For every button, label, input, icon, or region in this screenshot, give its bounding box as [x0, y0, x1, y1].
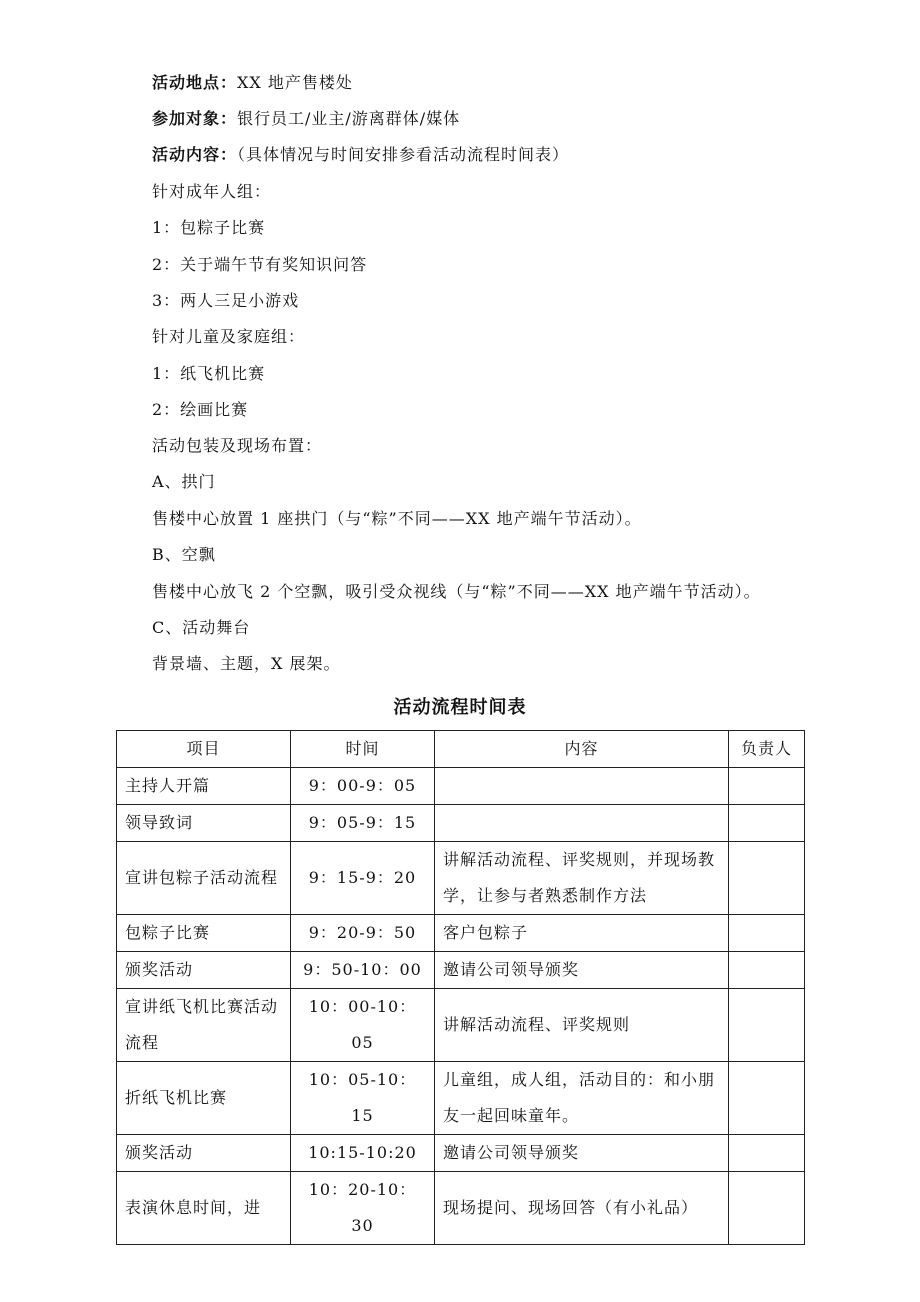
paragraph [152, 109, 460, 129]
paragraph-text: XX 地产售楼处 [237, 73, 353, 92]
cell-time: 9：50-10：00 [291, 952, 435, 989]
paragraph [152, 364, 265, 384]
cell-content: 讲解活动流程、评奖规则 [435, 989, 729, 1062]
cell-time: 9：05-9：15 [291, 805, 435, 842]
paragraph [152, 327, 305, 347]
cell-owner [729, 989, 805, 1062]
paragraph-text: 背景墙、主题，X 展架。 [152, 654, 341, 673]
paragraph [152, 291, 299, 311]
paragraph-text: 售楼中心放飞 2 个空飘，吸引受众视线（与“粽”不同——XX 地产端午节活动）。 [152, 582, 761, 601]
table-row [117, 805, 805, 842]
cell-item: 颁奖活动 [117, 1135, 291, 1172]
cell-time: 10：20-10：30 [291, 1172, 435, 1245]
header-item: 项目 [117, 731, 291, 768]
paragraph [152, 436, 322, 456]
cell-time: 10：00-10：05 [291, 989, 435, 1062]
paragraph-text: 针对成年人组： [152, 182, 272, 201]
cell-content: 儿童组，成人组，活动目的：和小朋友一起回味童年。 [435, 1062, 729, 1135]
table-header-row [117, 731, 805, 768]
table-row [117, 768, 805, 805]
table-row [117, 989, 805, 1062]
paragraph-text: 银行员工/业主/游离群体/媒体 [237, 109, 461, 128]
cell-owner [729, 915, 805, 952]
cell-item: 宣讲纸飞机比赛活动流程 [117, 989, 291, 1062]
paragraph-text: B、空飘 [152, 545, 216, 564]
paragraph [152, 255, 367, 275]
cell-item: 颁奖活动 [117, 952, 291, 989]
paragraph [152, 400, 248, 420]
paragraph-text: 活动包装及现场布置： [152, 436, 323, 455]
paragraph [152, 618, 250, 638]
cell-time: 10：05-10：15 [291, 1062, 435, 1135]
paragraph-text: 售楼中心放置 1 座拱门（与“粽”不同——XX 地产端午节活动）。 [152, 509, 642, 528]
paragraph-label: 参加对象： [152, 109, 238, 128]
cell-owner [729, 1172, 805, 1245]
cell-item: 宣讲包粽子活动流程 [117, 842, 291, 915]
paragraph-text: A、拱门 [152, 472, 216, 491]
paragraph-text: 2：绘画比赛 [152, 400, 249, 419]
cell-content [435, 768, 729, 805]
paragraph [152, 218, 265, 238]
cell-item: 领导致词 [117, 805, 291, 842]
paragraph [152, 472, 216, 492]
schedule-table [116, 730, 805, 1245]
cell-owner [729, 805, 805, 842]
paragraph-text: 2：关于端午节有奖知识问答 [152, 255, 368, 274]
cell-item: 折纸飞机比赛 [117, 1062, 291, 1135]
paragraph-label: 活动内容： [152, 145, 238, 164]
header-content: 内容 [435, 731, 729, 768]
cell-item: 主持人开篇 [117, 768, 291, 805]
header-time: 时间 [291, 731, 435, 768]
cell-content: 邀请公司领导颁奖 [435, 952, 729, 989]
cell-time: 9：20-9：50 [291, 915, 435, 952]
table-row [117, 1135, 805, 1172]
paragraph-text: 1：包粽子比赛 [152, 218, 266, 237]
paragraph-text: （具体情况与时间安排参看活动流程时间表） [237, 145, 570, 164]
table-row [117, 1172, 805, 1245]
paragraph-label: 活动地点： [152, 73, 238, 92]
paragraph-text: 1：纸飞机比赛 [152, 364, 266, 383]
paragraph [152, 545, 216, 565]
paragraph [152, 509, 642, 529]
cell-time: 10:15-10:20 [291, 1135, 435, 1172]
schedule-title: 活动流程时间表 [393, 697, 527, 718]
paragraph [152, 582, 761, 602]
cell-content [435, 805, 729, 842]
cell-item: 包粽子比赛 [117, 915, 291, 952]
table-row [117, 952, 805, 989]
cell-owner [729, 1135, 805, 1172]
cell-owner [729, 842, 805, 915]
paragraph-text: 针对儿童及家庭组： [152, 327, 306, 346]
table-row [117, 842, 805, 915]
cell-item: 表演休息时间，进 [117, 1172, 291, 1245]
table-row [117, 1062, 805, 1135]
cell-time: 9：15-9：20 [291, 842, 435, 915]
table-row [117, 915, 805, 952]
paragraph-text: C、活动舞台 [152, 618, 251, 637]
cell-owner [729, 768, 805, 805]
paragraph [152, 654, 340, 674]
paragraph-text: 3：两人三足小游戏 [152, 291, 300, 310]
header-owner: 负责人 [729, 731, 805, 768]
cell-owner [729, 1062, 805, 1135]
cell-content: 邀请公司领导颁奖 [435, 1135, 729, 1172]
cell-content: 客户包粽子 [435, 915, 729, 952]
paragraph [152, 182, 271, 202]
paragraph [152, 145, 569, 165]
cell-content: 现场提问、现场回答（有小礼品） [435, 1172, 729, 1245]
cell-time: 9：00-9：05 [291, 768, 435, 805]
cell-content: 讲解活动流程、评奖规则，并现场教学，让参与者熟悉制作方法 [435, 842, 729, 915]
cell-owner [729, 952, 805, 989]
paragraph [152, 73, 353, 93]
